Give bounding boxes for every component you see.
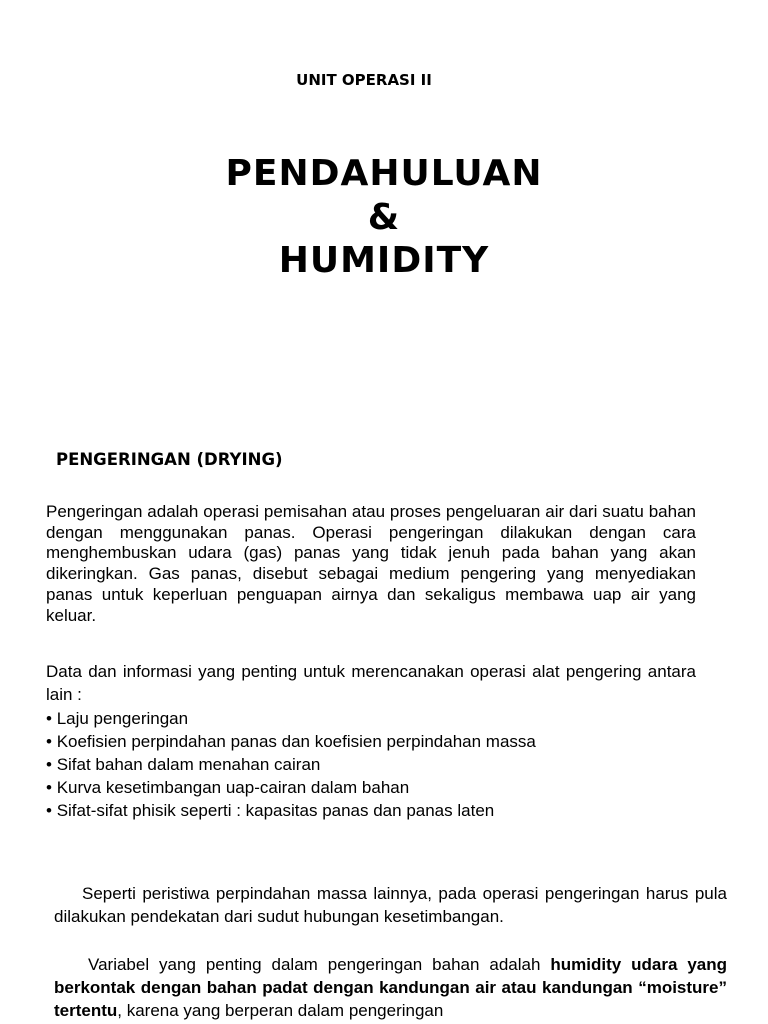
paragraph-definition: Pengeringan adalah operasi pemisahan atau proses pengeluaran air dari suatu bahan dengan menggunakan panas. Operasi pengeringan dilakukan dengan cara menghembuskan udara (gas) panas yang tidak jenuh pada bahan yang akan dikeringkan. Gas panas, disebut sebagai medium pengering yang menyediakan panas untuk keperluan penguapan airnya dan sekaligus membawa uap air yang keluar. bbox=[46, 502, 696, 625]
paragraph-variable-bold: humidity udara yang berkontak dengan bahan padat dengan kandungan air atau kandungan “moisture” tertentu bbox=[54, 955, 728, 1020]
list-item: • Sifat bahan dalam menahan cairan bbox=[46, 753, 696, 776]
paragraph-variable-start: Variabel yang penting dalam pengeringan bahan adalah bbox=[88, 955, 551, 974]
paragraph-variable bbox=[54, 953, 727, 1022]
section-heading: PENGERINGAN (DRYING) bbox=[56, 450, 283, 469]
paragraph-variable-end: , karena yang berperan dalam pengeringan bbox=[117, 1001, 444, 1020]
list-item: • Kurva kesetimbangan uap-cairan dalam bahan bbox=[46, 776, 696, 799]
bullet-list bbox=[46, 707, 696, 822]
title-line-3: HUMIDITY bbox=[278, 240, 490, 281]
course-name: UNIT OPERASI II bbox=[296, 71, 432, 89]
list-item: • Laju pengeringan bbox=[46, 707, 696, 730]
title-line-1: PENDAHULUAN bbox=[225, 153, 543, 194]
paragraph-data-intro: Data dan informasi yang penting untuk merencanakan operasi alat pengering antara lain : bbox=[46, 662, 696, 704]
title-line-2: & bbox=[367, 197, 401, 238]
list-item: • Koefisien perpindahan panas dan koefisien perpindahan massa bbox=[46, 730, 696, 753]
list-item: • Sifat-sifat phisik seperti : kapasitas panas dan panas laten bbox=[46, 799, 696, 822]
paragraph-equilibrium: Seperti peristiwa perpindahan massa lainnya, pada operasi pengeringan harus pula dilakukan pendekatan dari sudut hubungan kesetimbangan. bbox=[54, 884, 727, 926]
